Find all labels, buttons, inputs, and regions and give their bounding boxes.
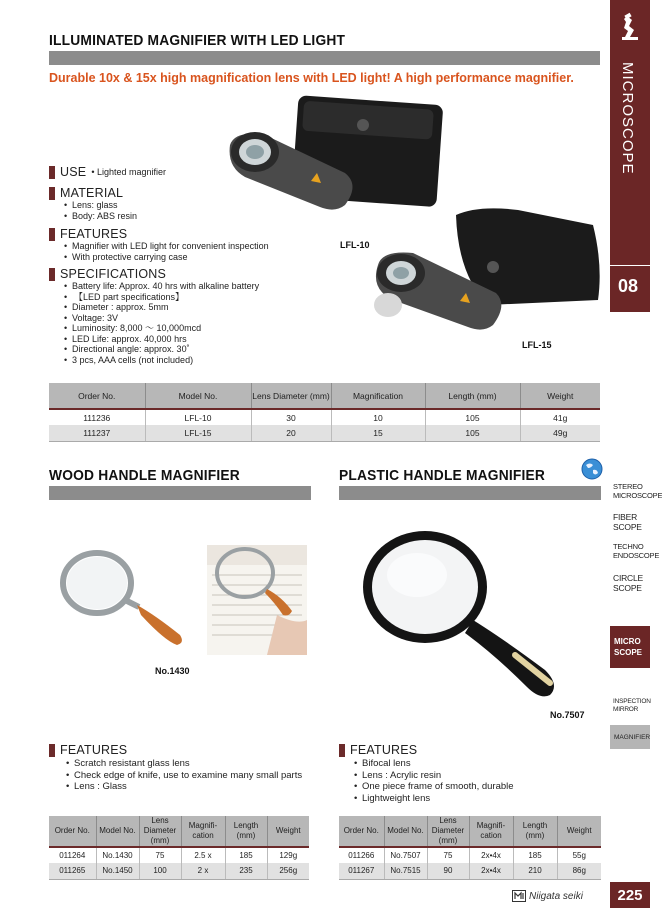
specifications-list <box>64 281 259 365</box>
wood-title-bar <box>49 486 311 500</box>
caption-no7507: No.7507 <box>550 710 585 720</box>
sidebar-section-title: MICROSCOPE <box>619 62 636 175</box>
list-item: • With protective carrying case <box>64 252 269 263</box>
list-item: • Lens: glass <box>64 200 137 211</box>
list-item: • Bifocal lens <box>354 758 514 770</box>
table-row: 111237 LFL-15 20 15 105 49g <box>49 425 600 441</box>
plastic-features-heading: FEATURES <box>339 743 417 757</box>
table-header-row <box>49 383 600 409</box>
caption-lfl10: LFL-10 <box>340 240 370 250</box>
sidebar-item-microscope-active[interactable]: MICRO SCOPE <box>610 626 650 668</box>
list-item: • Magnifier with LED light for convenient inspection <box>64 241 269 252</box>
table-header: Weight <box>267 816 309 847</box>
brand-logo: Niigata seiki <box>512 890 583 902</box>
microscope-icon <box>616 10 644 44</box>
table-header: Model No. <box>96 816 139 847</box>
table-header: Order No. <box>49 383 145 409</box>
material-list <box>64 200 137 221</box>
table-row: 111236 LFL-10 30 10 105 41g <box>49 409 600 425</box>
list-item: • Scratch resistant glass lens <box>66 758 306 770</box>
table-row: 011264 No.1430 75 2.5 x 185 129g <box>49 847 309 863</box>
led-magnifier-lfl15-photo <box>368 205 603 345</box>
led-section-title: ILLUMINATED MAGNIFIER WITH LED LIGHT <box>49 32 346 49</box>
list-item: • Check edge of knife, use to examine many small parts <box>66 770 306 782</box>
list-item: • Voltage: 3V <box>64 313 259 324</box>
led-tagline: Durable 10x & 15x high magnification lens with LED light! A high performance magnifier. <box>49 71 574 85</box>
led-features-list <box>64 241 269 262</box>
table-header: Magnifi- cation <box>469 816 513 847</box>
list-item: • Battery life: Approx. 40 hrs with alkaline battery <box>64 281 259 292</box>
use-heading: USE • Lighted magnifier <box>49 165 166 179</box>
material-heading: MATERIAL <box>49 186 123 200</box>
specifications-heading: SPECIFICATIONS <box>49 267 166 281</box>
sidebar-item-circle[interactable]: CIRCLE SCOPE <box>613 573 643 593</box>
list-item: • Diameter : approx. 5mm <box>64 302 259 313</box>
table-header: Lens Diameter (mm) <box>139 816 181 847</box>
table-header: Lens Diameter (mm) <box>251 383 331 409</box>
table-header-row <box>49 816 309 847</box>
list-item: • Directional angle: approx. 30˚ <box>64 344 259 355</box>
brand-mark-icon <box>512 890 526 902</box>
sidebar-item-stereo[interactable]: STEREO MICROSCOPE <box>613 482 662 500</box>
wood-magnifier-photo <box>55 545 205 655</box>
table-header: Order No. <box>339 816 384 847</box>
table-header: Magnification <box>331 383 425 409</box>
table-header: Length (mm) <box>513 816 557 847</box>
list-item: • 3 pcs, AAA cells (not included) <box>64 355 259 366</box>
table-header: Order No. <box>49 816 96 847</box>
list-item: • 【LED part specifications】 <box>64 292 259 303</box>
plastic-spec-table <box>339 816 601 880</box>
page-number: 225 <box>610 882 650 908</box>
sidebar-item-techno[interactable]: TECHNO ENDOSCOPE <box>613 542 660 560</box>
wood-section-title: WOOD HANDLE MAGNIFIER <box>49 467 240 484</box>
table-header: Model No. <box>145 383 251 409</box>
table-header: Lens Diameter (mm) <box>427 816 469 847</box>
list-item: • Lightweight lens <box>354 793 514 805</box>
list-item: • One piece frame of smooth, durable <box>354 781 514 793</box>
list-item: • Body: ABS resin <box>64 211 137 222</box>
led-title-bar <box>49 51 600 65</box>
sidebar-chapter-number: 08 <box>618 276 639 296</box>
sidebar-item-magnifier[interactable]: MAGNIFIER <box>610 725 650 749</box>
wood-features-list <box>66 758 306 793</box>
table-header: Length (mm) <box>425 383 520 409</box>
list-item: • LED Life: approx. 40,000 hrs <box>64 334 259 345</box>
list-item: • Luminosity: 8,000 ～ 10,000mcd <box>64 323 259 334</box>
list-item: • Lens : Glass <box>66 781 306 793</box>
table-header: Model No. <box>384 816 427 847</box>
table-header-row <box>339 816 601 847</box>
plastic-title-bar <box>339 486 601 500</box>
table-row: 011266 No.7507 75 2x•4x 185 55g <box>339 847 601 863</box>
table-row: 011265 No.1450 100 2 x 235 256g <box>49 863 309 879</box>
caption-no1430: No.1430 <box>155 666 190 676</box>
led-features-heading: FEATURES <box>49 227 127 241</box>
table-row: 011267 No.7515 90 2x•4x 210 86g <box>339 863 601 879</box>
table-header: Magnifi- cation <box>181 816 225 847</box>
plastic-magnifier-photo <box>355 525 590 710</box>
wood-features-heading: FEATURES <box>49 743 127 757</box>
table-header: Weight <box>557 816 601 847</box>
wood-magnifier-usage-photo <box>207 545 307 655</box>
list-item: • Lens : Acrylic resin <box>354 770 514 782</box>
wood-spec-table <box>49 816 309 880</box>
table-header: Length (mm) <box>225 816 267 847</box>
caption-lfl15: LFL-15 <box>522 340 552 350</box>
led-spec-table <box>49 383 600 442</box>
plastic-features-list <box>354 758 514 804</box>
sidebar-item-fiber[interactable]: FIBER SCOPE <box>613 512 642 532</box>
sidebar-item-inspection[interactable]: INSPECTION MIRROR <box>613 698 651 713</box>
plastic-section-title: PLASTIC HANDLE MAGNIFIER <box>339 467 546 484</box>
table-header: Weight <box>520 383 600 409</box>
globe-icon <box>581 458 603 480</box>
